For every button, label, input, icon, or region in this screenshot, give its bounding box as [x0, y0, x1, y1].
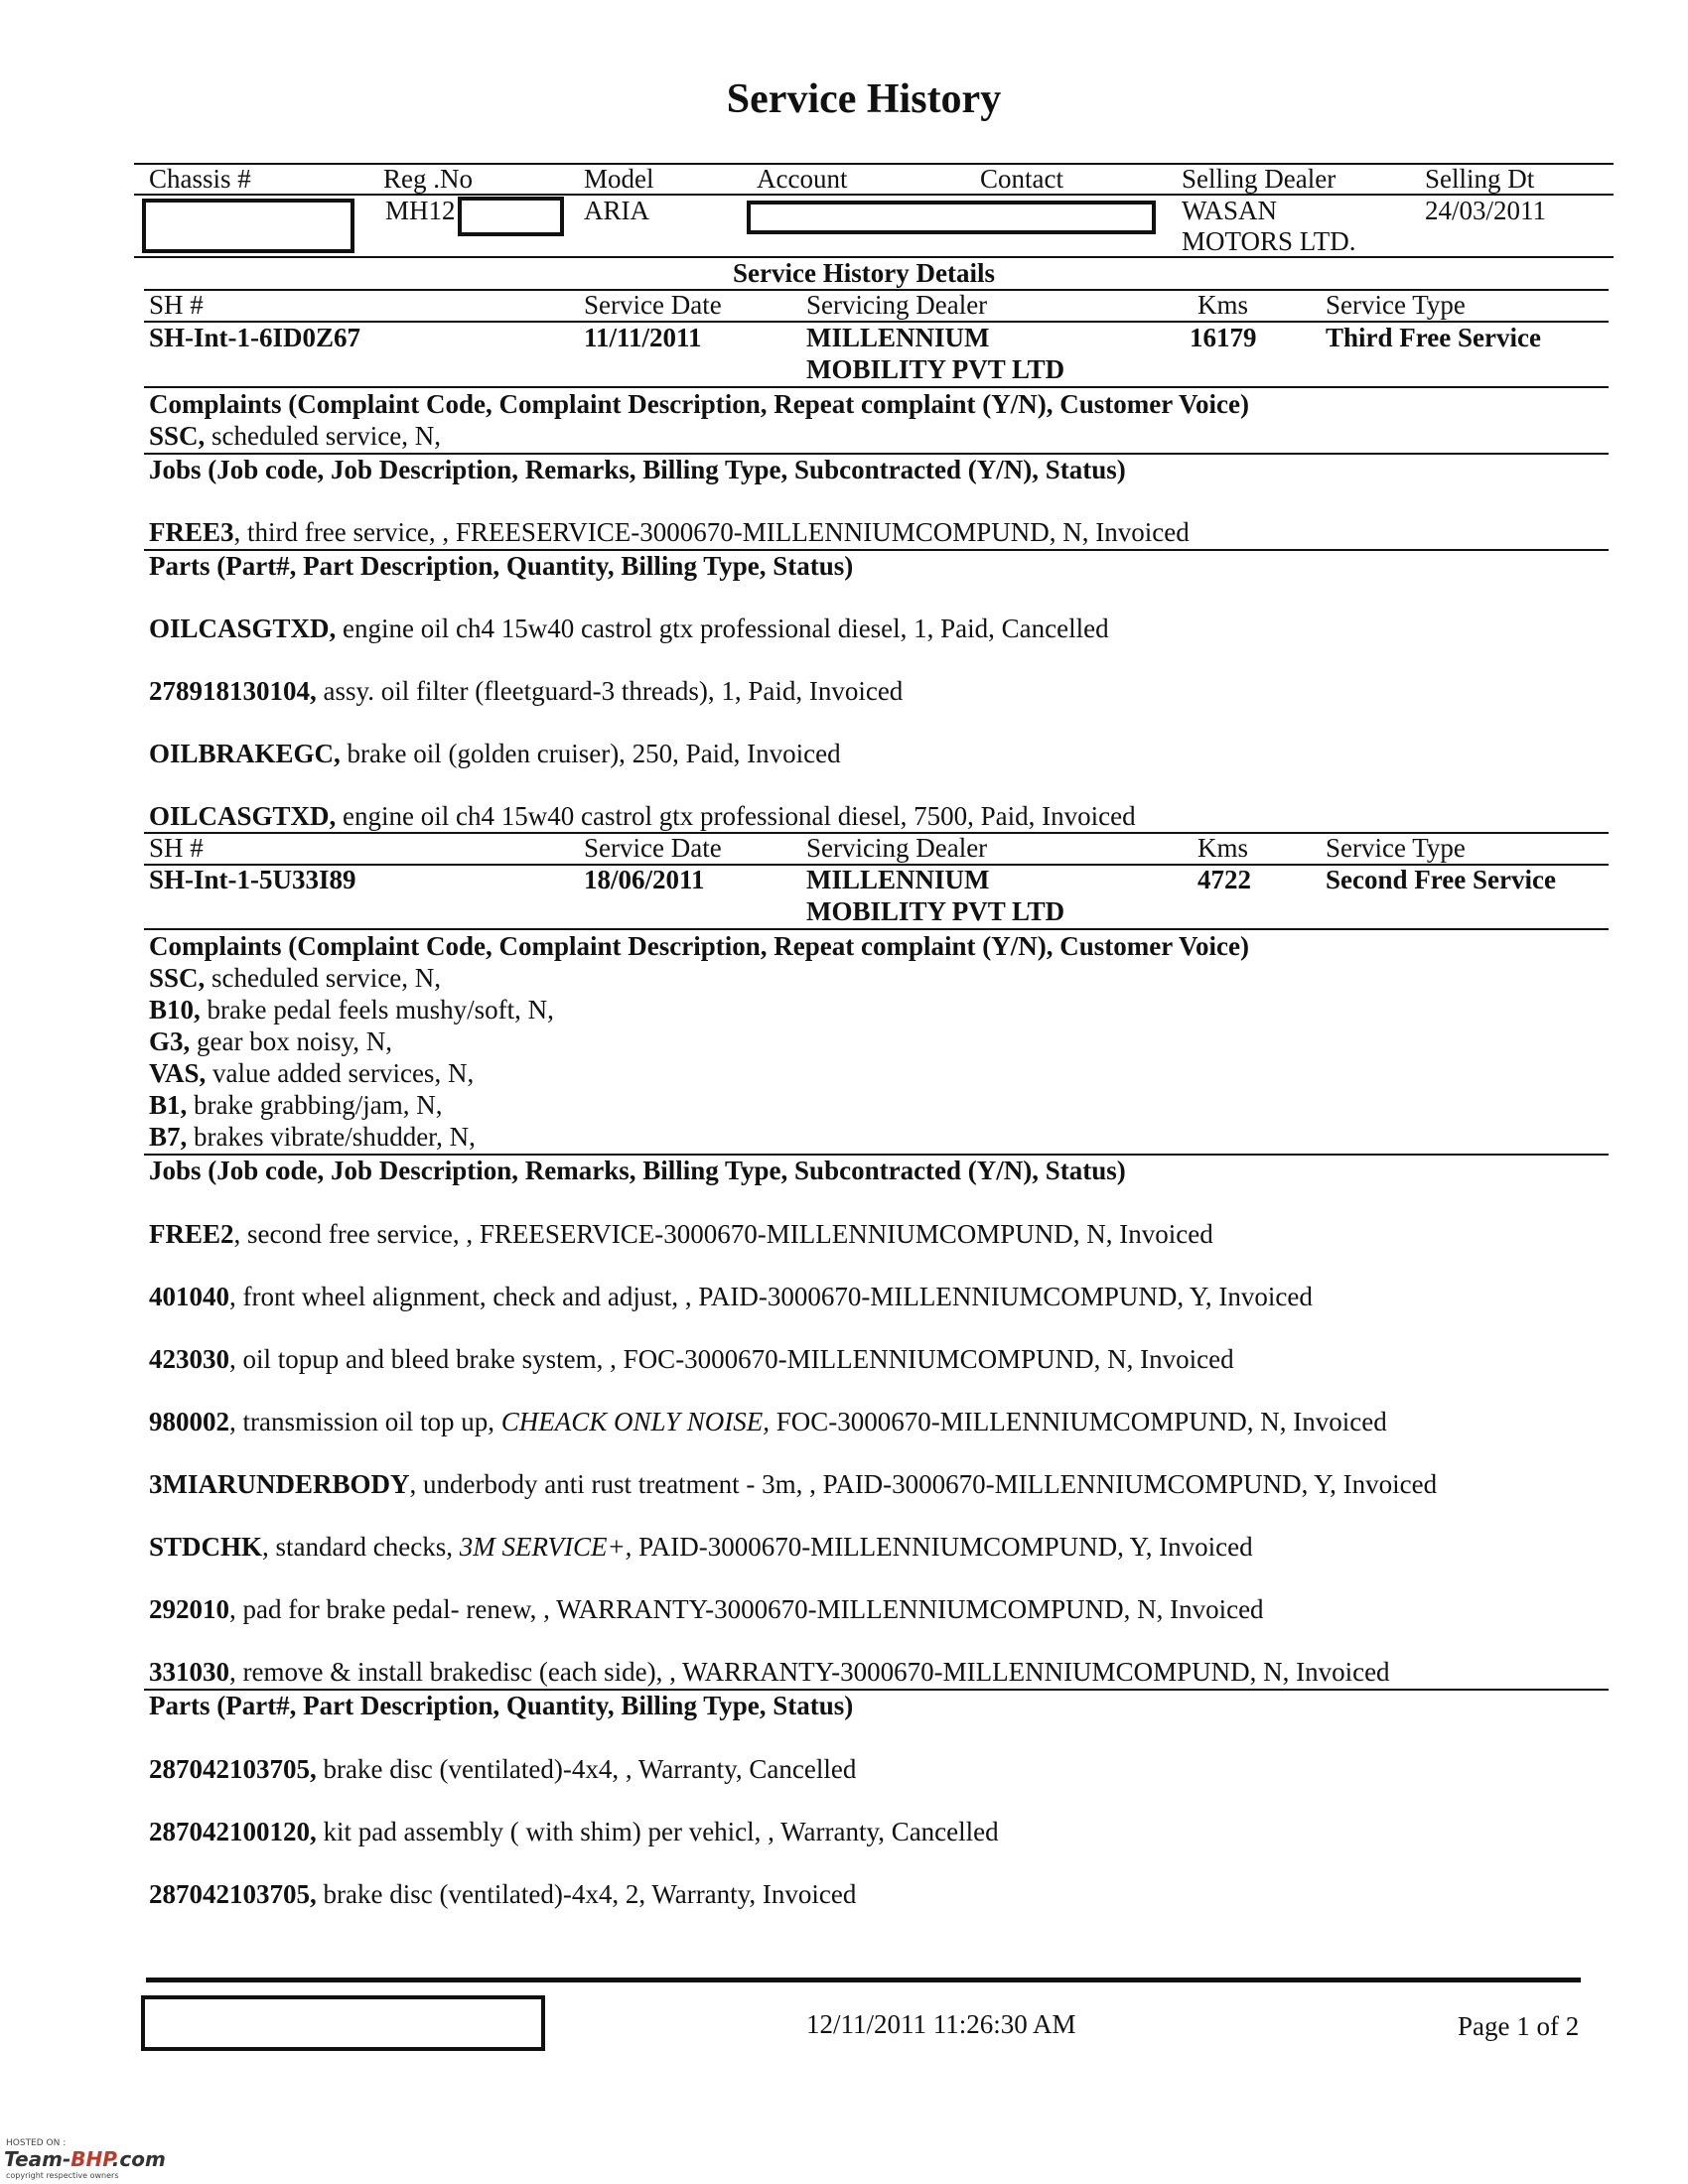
part-code: 287042103705,: [149, 1754, 317, 1784]
jobs-header: Jobs (Job code, Job Description, Remarks, Billing Type, Subcontracted (Y/N), Status): [149, 1156, 1126, 1185]
job-row: [149, 517, 1190, 548]
job-code: 423030: [149, 1344, 229, 1374]
service-dealer-line1: MILLENNIUM: [806, 865, 990, 894]
complaint-row: [149, 963, 441, 994]
job-remark: CHEACK ONLY NOISE,: [500, 1407, 771, 1436]
complaint-code: B7,: [149, 1122, 188, 1152]
complaint-code: SSC,: [149, 963, 206, 993]
watermark-logo: [4, 2147, 166, 2171]
part-text: brake disc (ventilated)-4x4, , Warranty, Cancelled: [316, 1754, 857, 1784]
selling-dealer-line1: WASAN: [1182, 196, 1278, 225]
label-model: Model: [584, 164, 654, 194]
complaint-row: [149, 1026, 392, 1057]
service-dealer-line2: MOBILITY PVT LTD: [806, 896, 1065, 926]
job-code: FREE2: [149, 1219, 234, 1249]
service-sh: SH-Int-1-5U33I89: [149, 865, 356, 894]
part-code: 287042103705,: [149, 1879, 317, 1909]
job-row: [149, 1657, 1390, 1688]
service-kms: 4722: [1197, 865, 1251, 894]
label-selling-date: Selling Dt: [1425, 164, 1535, 194]
complaint-row: [149, 995, 554, 1025]
part-code: 287042100120,: [149, 1817, 317, 1846]
label-contact: Contact: [980, 164, 1063, 194]
part-row: [149, 739, 841, 769]
job-description: , standard checks,: [262, 1532, 460, 1562]
label-account: Account: [757, 164, 848, 194]
parts-header: Parts (Part#, Part Description, Quantity, Billing Type, Status): [149, 1691, 854, 1720]
job-billing: PAID-3000670-MILLENNIUMCOMPUND, Y, Invoiced: [698, 1282, 1313, 1311]
watermark-logo-prefix: Team-: [4, 2147, 71, 2171]
service-type: Second Free Service: [1326, 865, 1556, 894]
job-code: 331030: [149, 1657, 229, 1687]
job-row: [149, 1344, 1234, 1375]
col-sh: SH #: [149, 833, 204, 863]
service-dealer-line1: MILLENNIUM: [806, 323, 990, 352]
complaint-text: brake grabbing/jam, N,: [187, 1090, 443, 1120]
job-code: 3MIARUNDERBODY: [149, 1469, 410, 1499]
job-billing: WARRANTY-3000670-MILLENNIUMCOMPUND, N, Invoiced: [556, 1594, 1264, 1624]
col-service-type: Service Type: [1326, 290, 1466, 320]
job-row: [149, 1532, 1253, 1563]
job-row: [149, 1469, 1437, 1500]
part-code: 278918130104,: [149, 676, 317, 706]
complaint-code: B1,: [149, 1090, 188, 1120]
footer-rule: [146, 1978, 1581, 1982]
part-row: [149, 1817, 999, 1847]
part-code: OILCASGTXD,: [149, 801, 337, 831]
job-description: , front wheel alignment, check and adjust, ,: [229, 1282, 699, 1311]
service-date: 11/11/2011: [584, 323, 702, 352]
job-description: , pad for brake pedal- renew, ,: [229, 1594, 557, 1624]
redacted-reg-no: [458, 197, 564, 236]
job-description: , transmission oil top up,: [229, 1407, 501, 1436]
complaint-text: value added services, N,: [206, 1058, 475, 1088]
part-row: [149, 676, 903, 707]
job-code: FREE3: [149, 517, 234, 547]
section-rule: [144, 928, 1609, 930]
complaint-code: G3,: [149, 1026, 191, 1056]
complaint-text: gear box noisy, N,: [190, 1026, 392, 1056]
complaint-text: scheduled service, N,: [205, 963, 441, 993]
label-chassis: Chassis #: [149, 164, 251, 194]
header-rule-top: [134, 163, 1614, 165]
redacted-chassis: [142, 199, 354, 253]
col-servicing-dealer: Servicing Dealer: [806, 290, 988, 320]
complaint-row: [149, 1122, 476, 1153]
part-text: brake oil (golden cruiser), 250, Paid, Invoiced: [340, 739, 841, 768]
job-row: [149, 1219, 1213, 1250]
job-billing: FOC-3000670-MILLENNIUMCOMPUND, N, Invoiced: [623, 1344, 1234, 1374]
complaint-text: brakes vibrate/shudder, N,: [187, 1122, 476, 1152]
job-row: [149, 1407, 1387, 1437]
job-description: , underbody anti rust treatment - 3m, ,: [409, 1469, 823, 1499]
job-billing: WARRANTY-3000670-MILLENNIUMCOMPUND, N, Invoiced: [682, 1657, 1390, 1687]
col-kms: Kms: [1197, 290, 1249, 320]
col-kms: Kms: [1197, 833, 1249, 863]
jobs-header: Jobs (Job code, Job Description, Remarks, Billing Type, Subcontracted (Y/N), Status): [149, 455, 1126, 484]
watermark-logo-brand: BHP: [70, 2147, 112, 2171]
col-service-date: Service Date: [584, 833, 722, 863]
complaint-code: VAS,: [149, 1058, 207, 1088]
part-row: [149, 614, 1109, 644]
watermark-logo-suffix: .com: [111, 2147, 166, 2171]
complaint-code: B10,: [149, 995, 201, 1024]
label-reg-no: Reg .No: [383, 164, 473, 194]
job-code: 292010: [149, 1594, 229, 1624]
complaints-header: Complaints (Complaint Code, Complaint Description, Repeat complaint (Y/N), Customer Voice): [149, 389, 1249, 419]
job-description: , remove & install brakedisc (each side), ,: [229, 1657, 683, 1687]
service-kms: 16179: [1190, 323, 1257, 352]
job-row: [149, 1594, 1264, 1625]
header-rule-mid: [134, 194, 1614, 196]
complaint-row: [149, 421, 441, 452]
job-code: 401040: [149, 1282, 229, 1311]
part-row: [149, 1879, 856, 1910]
reg-prefix: MH12: [385, 196, 456, 225]
job-code: 980002: [149, 1407, 229, 1436]
service-sh: SH-Int-1-6ID0Z67: [149, 323, 361, 352]
part-code: OILCASGTXD,: [149, 614, 337, 643]
footer-page-number: Page 1 of 2: [1458, 2011, 1580, 2041]
page-title: Service History: [726, 76, 1002, 122]
complaint-row: [149, 1090, 442, 1121]
part-text: engine oil ch4 15w40 castrol gtx professional diesel, 7500, Paid, Invoiced: [336, 801, 1136, 831]
col-service-date: Service Date: [584, 290, 722, 320]
col-sh: SH #: [149, 290, 204, 320]
job-description: , oil topup and bleed brake system, ,: [229, 1344, 624, 1374]
job-billing: FOC-3000670-MILLENNIUMCOMPUND, N, Invoiced: [770, 1407, 1387, 1436]
job-text: , third free service, , FREESERVICE-3000670-MILLENNIUMCOMPUND, N, Invoiced: [233, 517, 1190, 547]
complaint-text: scheduled service, N,: [205, 421, 441, 451]
redacted-account-contact: [747, 201, 1156, 234]
job-remark: 3M SERVICE+,: [459, 1532, 633, 1562]
selling-date-value: 24/03/2011: [1425, 196, 1547, 225]
job-billing: PAID-3000670-MILLENNIUMCOMPUND, Y, Invoiced: [632, 1532, 1253, 1562]
part-text: kit pad assembly ( with shim) per vehicl, , Warranty, Cancelled: [316, 1817, 999, 1846]
watermark-hosted-on: HOSTED ON :: [6, 2138, 67, 2148]
redacted-footer-name: [141, 1995, 545, 2051]
part-text: assy. oil filter (fleetguard-3 threads), 1, Paid, Invoiced: [316, 676, 904, 706]
job-billing: FREESERVICE-3000670-MILLENNIUMCOMPUND, N, Invoiced: [479, 1219, 1213, 1249]
job-billing: PAID-3000670-MILLENNIUMCOMPUND, Y, Invoiced: [822, 1469, 1438, 1499]
parts-header: Parts (Part#, Part Description, Quantity, Billing Type, Status): [149, 551, 854, 581]
details-title: Service History Details: [733, 258, 995, 288]
job-description: , second free service, ,: [233, 1219, 480, 1249]
service-dealer-line2: MOBILITY PVT LTD: [806, 354, 1065, 384]
service-date: 18/06/2011: [584, 865, 705, 894]
complaints-header: Complaints (Complaint Code, Complaint Description, Repeat complaint (Y/N), Customer Voice): [149, 931, 1249, 961]
part-code: OILBRAKEGC,: [149, 739, 341, 768]
selling-dealer-line2: MOTORS LTD.: [1182, 226, 1356, 256]
col-servicing-dealer: Servicing Dealer: [806, 833, 988, 863]
part-text: engine oil ch4 15w40 castrol gtx professional diesel, 1, Paid, Cancelled: [336, 614, 1109, 643]
footer-timestamp: 12/11/2011 11:26:30 AM: [806, 2009, 1076, 2039]
complaint-row: [149, 1058, 474, 1089]
section-rule: [144, 386, 1609, 388]
part-row: [149, 801, 1136, 832]
part-row: [149, 1754, 856, 1785]
part-text: brake disc (ventilated)-4x4, 2, Warranty, Invoiced: [316, 1879, 857, 1909]
model-value: ARIA: [584, 196, 649, 225]
job-row: [149, 1282, 1313, 1312]
label-selling-dealer: Selling Dealer: [1182, 164, 1336, 194]
col-service-type: Service Type: [1326, 833, 1466, 863]
service-type: Third Free Service: [1326, 323, 1541, 352]
complaint-code: SSC,: [149, 421, 206, 451]
complaint-text: brake pedal feels mushy/soft, N,: [200, 995, 554, 1024]
watermark-copyright: copyright respective owners: [6, 2171, 119, 2180]
job-code: STDCHK: [149, 1532, 263, 1562]
